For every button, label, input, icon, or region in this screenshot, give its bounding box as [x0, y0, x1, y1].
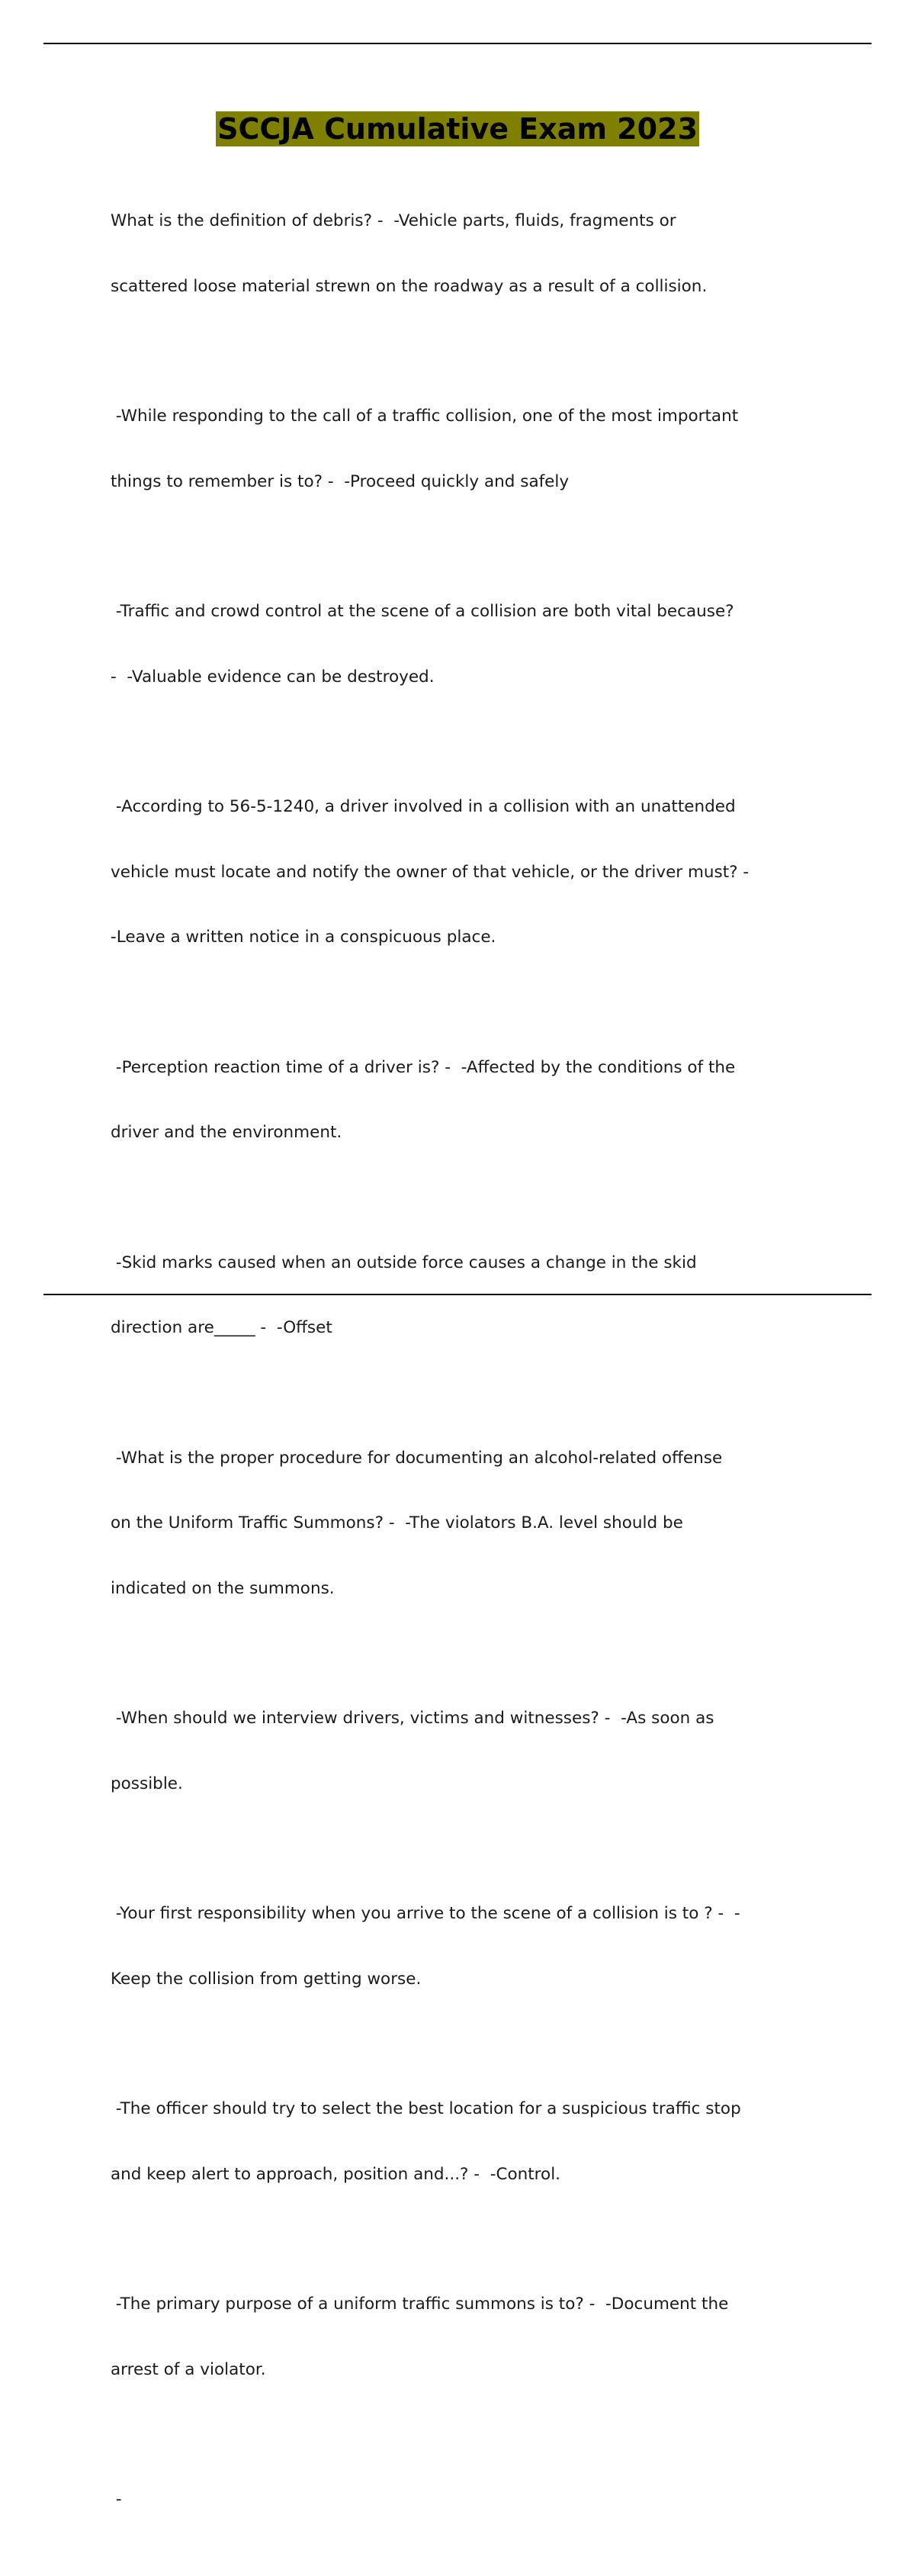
list-item: [111, 167, 835, 341]
text-line: -Skid marks caused when an outside force causes a change in the skid: [111, 1253, 697, 1272]
text-line: -Perception reaction time of a driver is? - -Affected by the conditions of the: [111, 1057, 736, 1077]
list-item: [111, 1664, 835, 1838]
list-item: [111, 362, 835, 536]
text-line: indicated on the summons.: [111, 1578, 335, 1598]
text-line: -The officer should try to select the best location for a suspicious traffic stop: [111, 2099, 741, 2118]
text-line: What is the definition of debris? - -Vehicle parts, fluids, fragments or: [111, 211, 676, 230]
text-line: Keep the collision from getting worse.: [111, 1969, 422, 1989]
text-line: -According to 56-5-1240, a driver involved in a collision with an unattended: [111, 797, 736, 816]
list-item: [111, 558, 835, 732]
document-title: SCCJA Cumulative Exam 2023: [217, 112, 698, 146]
text-line: -Traffic and crowd control at the scene of a collision are both vital because?: [111, 602, 734, 621]
text-line: -: [111, 2490, 122, 2509]
question-list: [111, 167, 835, 2576]
text-line: vehicle must locate and notify the owner of that vehicle, or the driver must? -: [111, 862, 750, 882]
text-line: on the Uniform Traffic Summons? - -The violators B.A. level should be: [111, 1513, 683, 1532]
title-container: [0, 111, 915, 146]
text-line: direction are_____ - -Offset: [111, 1318, 332, 1337]
text-line: scattered loose material strewn on the roadway as a result of a collision.: [111, 276, 708, 296]
text-line: and keep alert to approach, position and...? - -Control.: [111, 2164, 561, 2184]
list-item: [111, 1860, 835, 2034]
text-line: possible.: [111, 1774, 183, 1793]
text-line: arrest of a violator.: [111, 2359, 266, 2379]
text-line: -What is the proper procedure for documenting an alcohol-related offense: [111, 1448, 723, 1468]
text-line: -The primary purpose of a uniform traffic summons is to? - -Document the: [111, 2295, 729, 2314]
bottom-rule: [43, 1294, 872, 1295]
text-line: -While responding to the call of a traffic collision, one of the most important: [111, 407, 739, 426]
list-item: [111, 2250, 835, 2424]
list-item: [111, 2446, 835, 2555]
text-line: -Your first responsibility when you arrive to the scene of a collision is to ? - -: [111, 1904, 740, 1923]
text-line: things to remember is to? - -Proceed quickly and safely: [111, 471, 570, 491]
list-item: [111, 1209, 835, 1383]
text-line: -Leave a written notice in a conspicuous place.: [111, 928, 496, 947]
list-item: [111, 1404, 835, 1644]
list-item: [111, 1014, 835, 1188]
list-item: [111, 753, 835, 992]
list-item: [111, 2055, 835, 2229]
top-rule: [43, 43, 872, 44]
text-line: - -Valuable evidence can be destroyed.: [111, 667, 435, 687]
text-line: driver and the environment.: [111, 1123, 342, 1142]
text-line: -When should we interview drivers, victims and witnesses? - -As soon as: [111, 1709, 714, 1728]
